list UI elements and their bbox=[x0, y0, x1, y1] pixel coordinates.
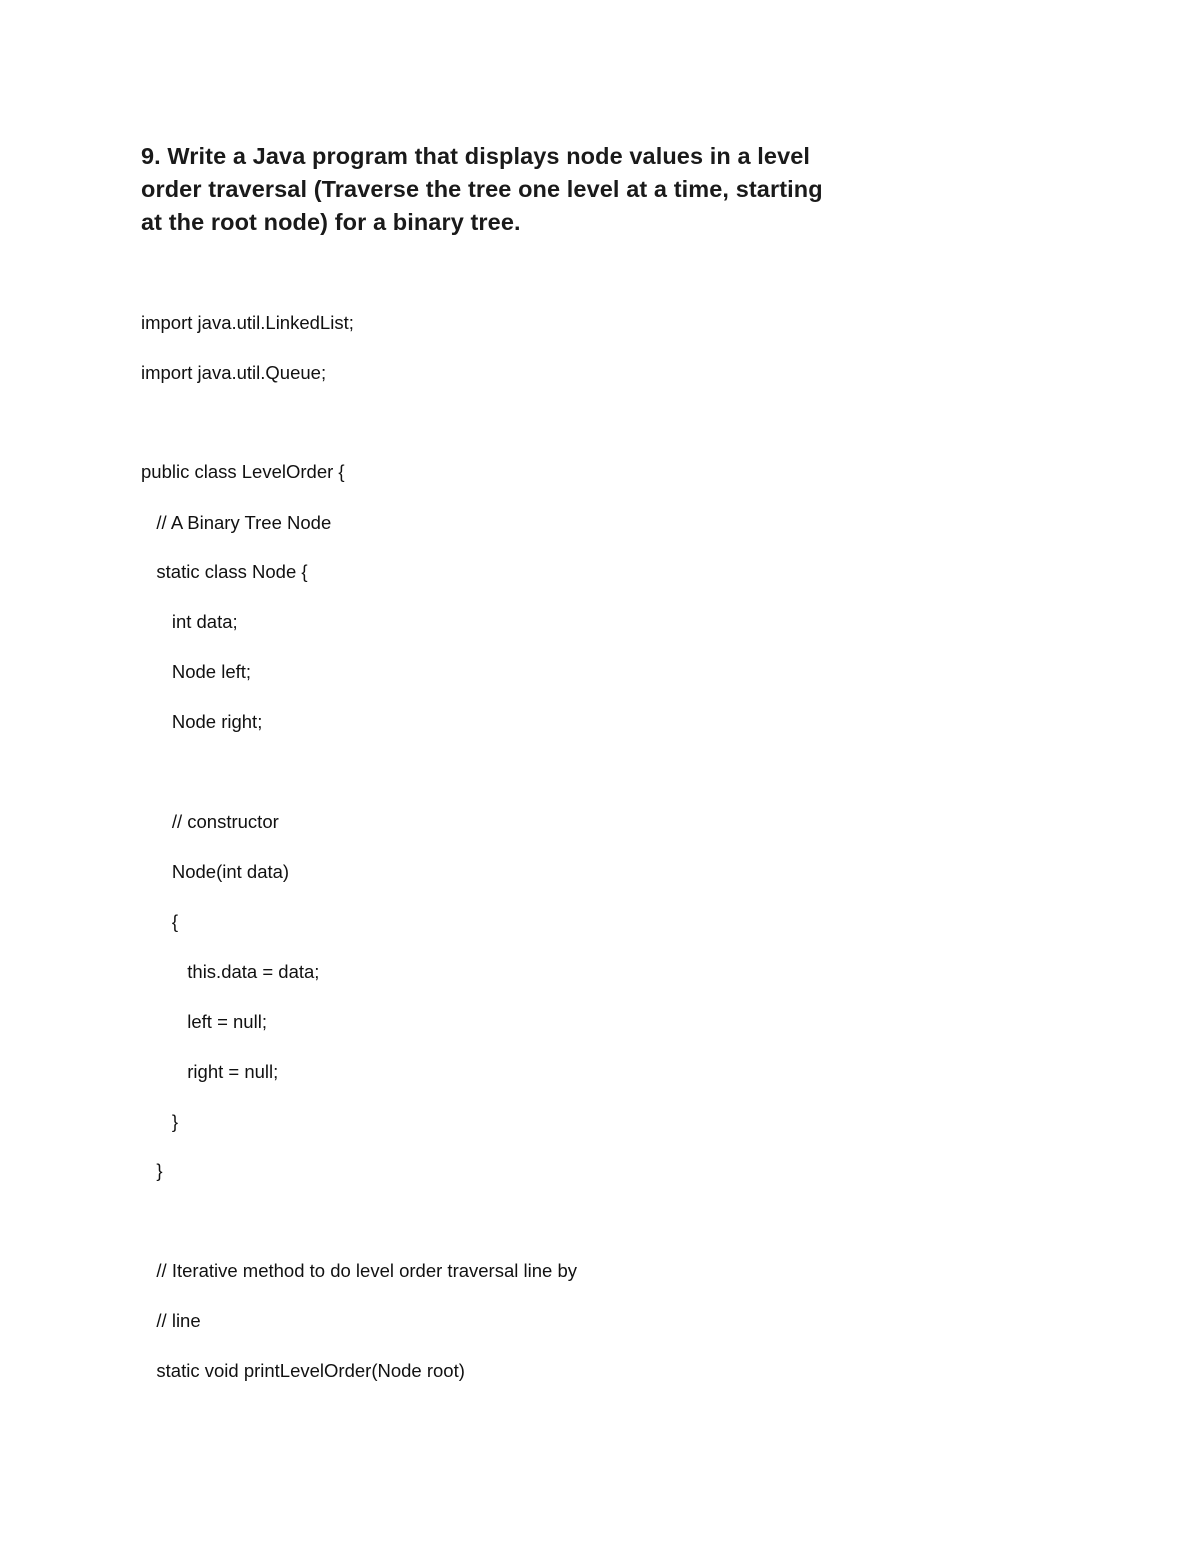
code-line: right = null; bbox=[141, 1061, 279, 1082]
code-line: // Iterative method to do level order traversal line by bbox=[141, 1260, 577, 1281]
code-line: import java.util.Queue; bbox=[141, 362, 327, 383]
code-line: Node right; bbox=[141, 711, 263, 732]
code-line: Node left; bbox=[141, 661, 252, 682]
code-line: left = null; bbox=[141, 1011, 267, 1032]
code-line: // constructor bbox=[141, 811, 279, 832]
question-line: 9. Write a Java program that displays node values in a level bbox=[141, 143, 811, 169]
code-line: } bbox=[141, 1160, 163, 1181]
code-line: static class Node { bbox=[141, 561, 308, 582]
code-line: // A Binary Tree Node bbox=[141, 512, 332, 533]
code-line: int data; bbox=[141, 611, 238, 632]
code-line: this.data = data; bbox=[141, 961, 320, 982]
code-line: static void printLevelOrder(Node root) bbox=[141, 1360, 465, 1381]
code-line: { bbox=[141, 911, 179, 932]
code-line: } bbox=[141, 1111, 179, 1132]
question-line: order traversal (Traverse the tree one level at a time, starting bbox=[141, 176, 823, 202]
code-line: import java.util.LinkedList; bbox=[141, 312, 354, 333]
code-line: public class LevelOrder { bbox=[141, 461, 345, 482]
code-line: Node(int data) bbox=[141, 861, 290, 882]
question-line: at the root node) for a binary tree. bbox=[141, 209, 521, 235]
code-line: // line bbox=[141, 1310, 201, 1331]
question-heading bbox=[141, 140, 881, 239]
